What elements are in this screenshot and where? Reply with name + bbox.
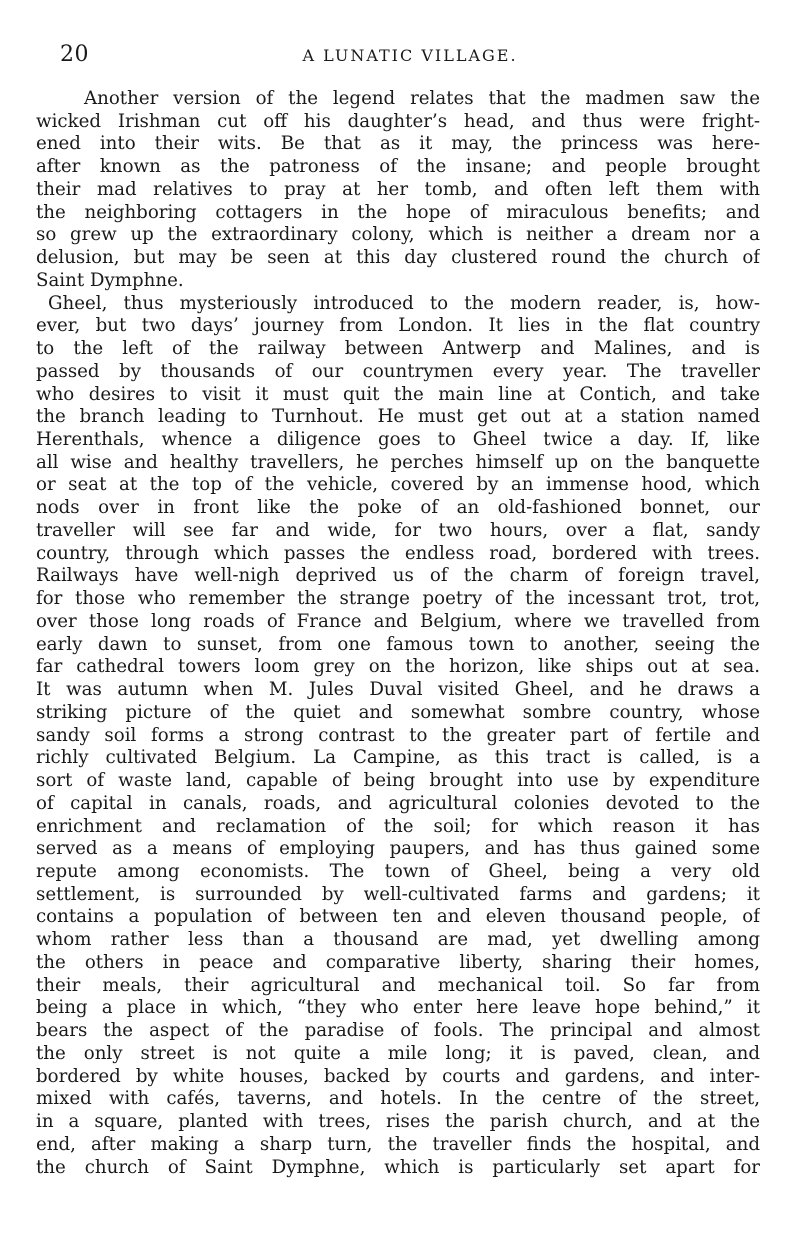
- text-line: in a square, planted with trees, rises the parish church, and at the: [36, 1111, 760, 1133]
- text-line: It was autumn when M. Jules Duval visited Gheel, and he draws a: [36, 679, 760, 701]
- text-line: country, through which passes the endless road, bordered with trees.: [36, 542, 760, 564]
- running-title: A LUNATIC VILLAGE.: [302, 46, 518, 65]
- text-line: early dawn to sunset, from one famous town to another, seeing the: [36, 633, 760, 655]
- text-line: repute among economists. The town of Gheel, being a very old: [36, 860, 760, 882]
- text-line: enrichment and reclamation of the soil; for which reason it has: [36, 815, 760, 837]
- text-line: nods over in front like the poke of an old-fashioned bonnet, our: [36, 497, 760, 519]
- text-line: settlement, is surrounded by well-cultivated farms and gardens; it: [36, 883, 760, 905]
- text-line: the only street is not quite a mile long; it is paved, clean, and: [36, 1042, 760, 1064]
- text-line: passed by thousands of our countrymen every year. The traveller: [36, 360, 760, 382]
- text-line: bordered by white houses, backed by courts and gardens, and inter-: [36, 1065, 760, 1087]
- text-line: the neighboring cottagers in the hope of miraculous benefits; and: [36, 201, 760, 223]
- text-line: sandy soil forms a strong contrast to the greater part of fertile and: [36, 724, 760, 746]
- text-line: wicked Irishman cut off his daughter’s head, and thus were fright-: [36, 110, 760, 132]
- text-line: their meals, their agricultural and mechanical toil. So far from: [36, 974, 760, 996]
- text-line: the others in peace and comparative liberty, sharing their homes,: [36, 951, 760, 973]
- text-line: the branch leading to Turnhout. He must get out at a station named: [36, 406, 760, 428]
- text-line: bears the aspect of the paradise of fools. The principal and almost: [36, 1020, 760, 1042]
- text-line: for those who remember the strange poetry of the incessant trot, trot,: [36, 588, 760, 610]
- text-line: ened into their wits. Be that as it may, the princess was here-: [36, 133, 760, 155]
- text-line: Gheel, thus mysteriously introduced to the modern reader, is, how-: [48, 292, 760, 314]
- body-text: [36, 88, 760, 1179]
- text-line: after known as the patroness of the insane; and people brought: [36, 156, 760, 178]
- text-line: contains a population of between ten and eleven thousand people, of: [36, 906, 760, 928]
- text-line: or seat at the top of the vehicle, covered by an immense hood, which: [36, 474, 760, 496]
- text-line: Another version of the legend relates that the madmen saw the: [84, 88, 760, 109]
- text-line: richly cultivated Belgium. La Campine, as this tract is called, is a: [36, 747, 760, 769]
- text-line: sort of waste land, capable of being brought into use by expenditure: [36, 770, 760, 792]
- text-line: mixed with cafés, taverns, and hotels. In the centre of the street,: [36, 1088, 760, 1110]
- text-line: Saint Dymphne.: [36, 269, 184, 291]
- text-line: served as a means of employing paupers, and has thus gained some: [36, 838, 760, 860]
- text-line: of capital in canals, roads, and agricultural colonies devoted to the: [36, 792, 760, 814]
- text-line: who desires to visit it must quit the main line at Contich, and take: [36, 383, 760, 405]
- text-line: to the left of the railway between Antwerp and Malines, and is: [36, 338, 760, 360]
- text-line: Herenthals, whence a diligence goes to Gheel twice a day. If, like: [36, 429, 760, 451]
- text-line: being a place in which, “they who enter here leave hope behind,” it: [36, 997, 760, 1019]
- text-line: all wise and healthy travellers, he perches himself up on the banquette: [36, 451, 760, 473]
- page-header: [60, 40, 760, 70]
- text-line: striking picture of the quiet and somewhat sombre country, whose: [36, 701, 760, 723]
- text-line: the church of Saint Dymphne, which is particularly set apart for: [36, 1156, 760, 1178]
- text-line: their mad relatives to pray at her tomb, and often left them with: [36, 178, 760, 200]
- text-line: ever, but two days’ journey from London. It lies in the flat country: [36, 315, 760, 337]
- text-line: over those long roads of France and Belgium, where we travelled from: [36, 610, 760, 632]
- text-line: far cathedral towers loom grey on the horizon, like ships out at sea.: [36, 656, 760, 678]
- text-line: Railways have well-nigh deprived us of the charm of foreign travel,: [36, 565, 760, 587]
- text-line: so grew up the extraordinary colony, which is neither a dream nor a: [36, 224, 760, 246]
- page-number: 20: [60, 42, 89, 67]
- text-line: whom rather less than a thousand are mad, yet dwelling among: [36, 929, 760, 951]
- text-line: end, after making a sharp turn, the traveller finds the hospital, and: [36, 1133, 760, 1155]
- text-line: delusion, but may be seen at this day clustered round the church of: [36, 247, 760, 269]
- text-line: traveller will see far and wide, for two hours, over a flat, sandy: [36, 519, 760, 541]
